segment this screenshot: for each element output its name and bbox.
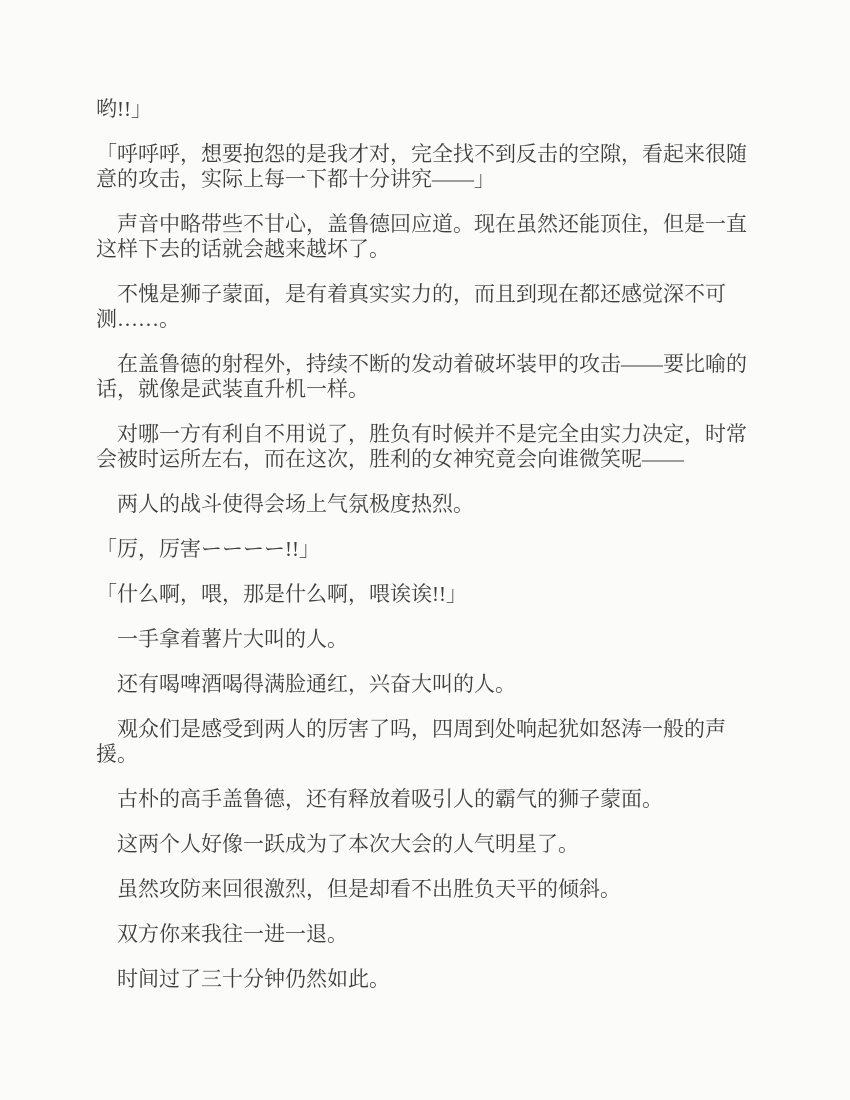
paragraph-dialogue: 「呼呼呼，想要抱怨的是我才对，完全找不到反击的空隙，看起来很随 意的攻击，实际上每一下都十分讲究——」 bbox=[96, 142, 747, 191]
paragraph-dialogue: 「厉，厉害ーーーー!!」 bbox=[96, 537, 320, 561]
paragraph-narrative: 虽然攻防来回很激烈，但是却看不出胜负天平的倾斜。 bbox=[117, 877, 621, 901]
paragraph-narrative: 时间过了三十分钟仍然如此。 bbox=[117, 967, 390, 991]
paragraph-narrative: 一手拿着薯片大叫的人。 bbox=[117, 627, 348, 651]
paragraph-narrative: 双方你来我往一进一退。 bbox=[117, 922, 348, 946]
paragraph-narrative: 两人的战斗使得会场上气氛极度热烈。 bbox=[117, 492, 474, 516]
paragraph-dialogue: 「什么啊，喂，那是什么啊，喂诶诶!!」 bbox=[96, 582, 467, 606]
paragraph-narrative: 不愧是狮子蒙面，是有着真实实力的，而且到现在都还感觉深不可 测……。 bbox=[96, 282, 726, 331]
novel-text-block bbox=[96, 97, 752, 992]
paragraph-narrative: 观众们是感受到两人的厉害了吗，四周到处响起犹如怒涛一般的声 援。 bbox=[96, 717, 726, 766]
paragraph-dialogue: 哟!!」 bbox=[96, 97, 152, 121]
paragraph-narrative: 在盖鲁德的射程外，持续不断的发动着破坏装甲的攻击——要比喻的 话，就像是武装直升机一样。 bbox=[96, 352, 747, 401]
paragraph-narrative: 古朴的高手盖鲁德，还有释放着吸引人的霸气的狮子蒙面。 bbox=[117, 787, 663, 811]
paragraph-narrative: 这两个人好像一跃成为了本次大会的人气明星了。 bbox=[117, 832, 579, 856]
paragraph-narrative: 对哪一方有利自不用说了，胜负有时候并不是完全由实力决定，时常 会被时运所左右，而在这次，胜利的女神究竟会向谁微笑呢—— bbox=[96, 422, 747, 471]
paragraph-narrative: 声音中略带些不甘心，盖鲁德回应道。现在虽然还能顶住，但是一直 这样下去的话就会越来越坏了。 bbox=[96, 212, 747, 261]
paragraph-narrative: 还有喝啤酒喝得满脸通红，兴奋大叫的人。 bbox=[117, 672, 516, 696]
